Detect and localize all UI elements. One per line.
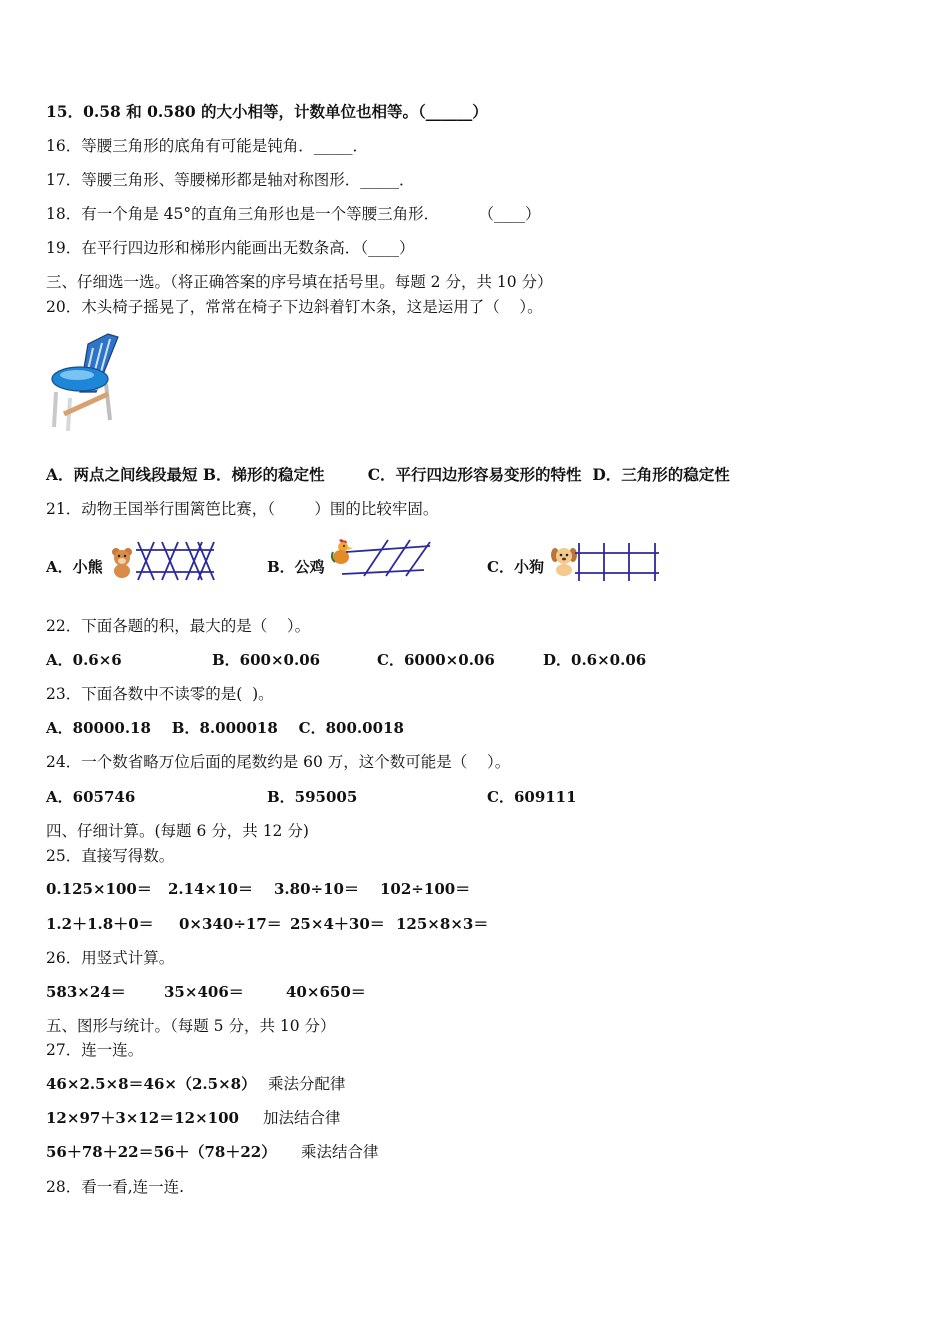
match-right-item: 乘法结合律 (301, 1143, 379, 1161)
calc-item: 1.2＋1.8＋0＝ (46, 915, 154, 933)
vertical-calc-item: 583×24＝ (46, 983, 126, 1001)
question-20-options: A．两点之间线段最短 B．梯形的稳定性 C．平行四边形容易变形的特性 D．三角形的稳定性 (46, 465, 730, 484)
puppy-fence-diagram (575, 543, 661, 581)
question-21-option-a: A．小熊 (46, 558, 103, 576)
question-17: 17．等腰三角形、等腰梯形都是轴对称图形．_____． (46, 171, 415, 189)
bear-icon (108, 546, 136, 578)
question-22-option-a: A．0.6×6 (46, 651, 122, 669)
question-24-option-b: B．595005 (267, 788, 358, 806)
section-3-heading: 三、仔细选一选。（将正确答案的序号填在括号里。每题 2 分，共 10 分） (46, 273, 553, 291)
calc-item: 125×8×3＝ (396, 915, 489, 933)
question-21-option-b: B．公鸡 (267, 558, 325, 576)
question-18: 18．有一个角是 45°的直角三角形也是一个等腰三角形． （____） (46, 205, 541, 223)
vertical-calc-item: 40×650＝ (286, 983, 366, 1001)
section-5-heading: 五、图形与统计。（每题 5 分，共 10 分） (46, 1017, 336, 1035)
question-23-options: A．80000.18 B．8.000018 C．800.0018 (46, 719, 404, 737)
question-22-option-d: D．0.6×0.06 (543, 651, 647, 669)
calc-item: 0×340÷17＝ (179, 915, 282, 933)
match-right-item: 乘法分配律 (268, 1075, 346, 1093)
calc-item: 102÷100＝ (380, 880, 471, 898)
question-16: 16．等腰三角形的底角有可能是钝角．_____． (46, 137, 368, 155)
question-22-option-c: C．6000×0.06 (377, 651, 495, 669)
question-24-option-a: A．605746 (46, 788, 136, 806)
calc-item: 25×4＋30＝ (290, 915, 385, 933)
calc-item: 3.80÷10＝ (274, 880, 359, 898)
question-24: 24．一个数省略万位后面的尾数约是 60 万，这个数可能是（ ）。 (46, 753, 511, 771)
question-22-option-b: B．600×0.06 (212, 651, 321, 669)
question-21-option-c: C．小狗 (487, 558, 544, 576)
match-left-item: 46×2.5×8＝46×（2.5×8） (46, 1075, 257, 1093)
question-26: 26．用竖式计算。 (46, 949, 175, 967)
match-left-item: 56＋78＋22＝56＋（78＋22） (46, 1143, 277, 1161)
question-15: 15．0.58 和 0.580 的大小相等，计数单位也相等。（______） (46, 102, 488, 121)
question-24-option-c: C．609111 (487, 788, 577, 806)
question-27: 27．连一连。 (46, 1041, 144, 1059)
question-28: 28．看一看,连一连. (46, 1178, 185, 1196)
question-25: 25．直接写得数。 (46, 847, 175, 865)
calc-item: 0.125×100＝ (46, 880, 152, 898)
question-21: 21．动物王国举行围篱笆比赛，（ ）围的比较牢固。 (46, 500, 439, 518)
match-right-item: 加法结合律 (263, 1109, 341, 1127)
match-left-item: 12×97＋3×12＝12×100 (46, 1109, 239, 1127)
question-23: 23．下面各数中不读零的是( )。 (46, 685, 274, 703)
rooster-fence-diagram (342, 540, 432, 580)
question-22: 22．下面各题的积，最大的是（ ）。 (46, 617, 311, 635)
section-4-heading: 四、仔细计算。(每题 6 分，共 12 分) (46, 822, 309, 840)
bear-fence-diagram (136, 542, 216, 580)
question-19: 19．在平行四边形和梯形内能画出无数条高．（____） (46, 239, 415, 257)
question-20: 20．木头椅子摇晃了，常常在椅子下边斜着钉木条，这是运用了（ ）。 (46, 298, 543, 316)
chair-illustration (50, 332, 130, 434)
calc-item: 2.14×10＝ (168, 880, 253, 898)
vertical-calc-item: 35×406＝ (164, 983, 244, 1001)
